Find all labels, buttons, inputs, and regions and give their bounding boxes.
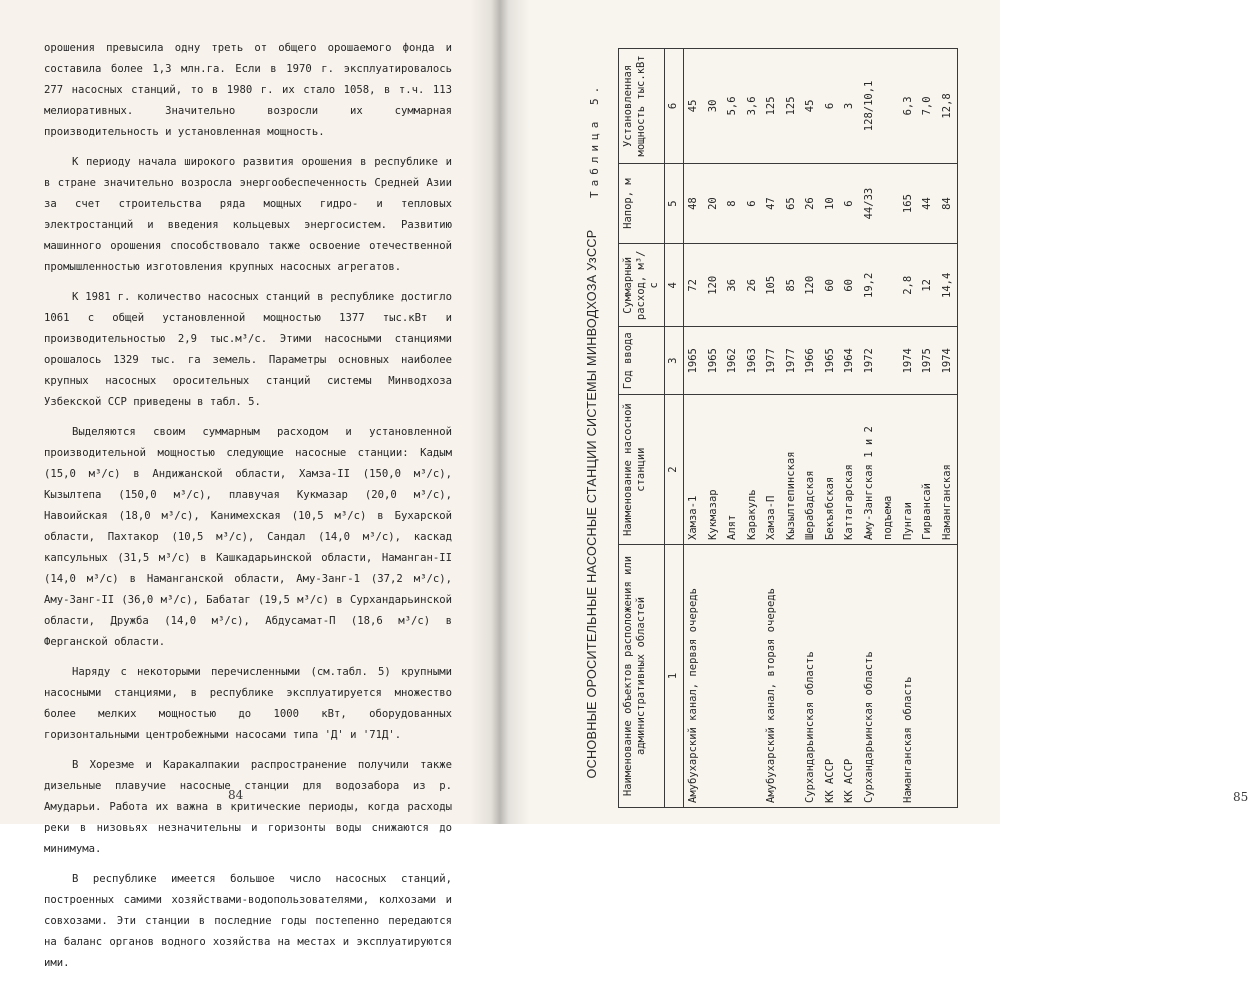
table-row — [743, 49, 763, 808]
col-number: 1 — [665, 544, 684, 807]
cell-head: 8 — [723, 163, 743, 244]
table-row — [860, 49, 899, 808]
cell-station: Наманганская — [938, 395, 958, 545]
paragraph-2: К периоду начала широкого развития орошения в республике и в стране значительно возросла энергообеспеченность Средней Азии за счет строительства ряда мощных гидро- и тепловых электростанций и введения кольцевых энергосистем. Развитию машинного орошения способствовало также освоение отечественной промышленностью изготовления крупных насосных агрегатов. — [44, 156, 452, 273]
table-row — [704, 49, 724, 808]
cell-power: 125 — [762, 49, 782, 164]
rotated-table-block — [586, 28, 986, 808]
cell-power: 5,6 — [723, 49, 743, 164]
col-number: 5 — [665, 163, 684, 244]
cell-object: КК АССР — [840, 544, 860, 807]
cell-flow: 14,4 — [938, 244, 958, 327]
col-number: 6 — [665, 49, 684, 164]
cell-station: Пунгаи — [899, 395, 919, 545]
cell-flow: 85 — [782, 244, 802, 327]
cell-flow: 120 — [704, 244, 724, 327]
col-header-head: Напор, м — [619, 163, 665, 244]
cell-head: 6 — [743, 163, 763, 244]
cell-year: 1977 — [762, 327, 782, 395]
cell-power: 45 — [684, 49, 704, 164]
cell-station: Кызылтепинская — [782, 395, 802, 545]
cell-station: Бекъябская — [821, 395, 841, 545]
table-title: ОСНОВНЫЕ ОРОСИТЕЛЬНЫЕ НАСОСНЫЕ СТАНЦИИ СИСТЕМЫ МИНВОДХОЗА УзССР — [585, 229, 599, 779]
cell-head: 6 — [840, 163, 860, 244]
col-number: 3 — [665, 327, 684, 395]
cell-year: 1962 — [723, 327, 743, 395]
cell-year: 1974 — [938, 327, 958, 395]
cell-station: Аму-Зангская 1 и 2 подъема — [860, 395, 899, 545]
cell-power: 6 — [821, 49, 841, 164]
cell-station: Хамза-1 — [684, 395, 704, 545]
cell-object: Сурхандарьинская область — [860, 544, 899, 807]
cell-object — [723, 544, 743, 807]
cell-year: 1963 — [743, 327, 763, 395]
paragraph-6: В Хорезме и Каракалпакии распространение получили также дизельные плавучие насосные станции для водозабора из р. Амударьи. Работа их важна в критические периоды, когда расходы реки в низовьях незначительны и горизонты воды снижаются до минимума. — [44, 759, 452, 855]
cell-flow: 120 — [801, 244, 821, 327]
cell-flow: 60 — [840, 244, 860, 327]
cell-object — [782, 544, 802, 807]
paragraph-3: К 1981 г. количество насосных станций в республике достигло 1061 с общей установленной мощностью 1377 тыс.кВт и производительностью 2,9 тыс.м³/с. Этими насосными станциями орошалось 1329 тыс. га земель. Параметры основных наиболее крупных насосных оросительных станций системы Минводхоза Узбекской ССР приведены в табл. 5. — [44, 291, 452, 408]
cell-year: 1974 — [899, 327, 919, 395]
col-header-object: Наименование объектов расположения или административных областей — [619, 544, 665, 807]
cell-power: 30 — [704, 49, 724, 164]
cell-power: 6,3 — [899, 49, 919, 164]
col-header-station: Наименование насосной станции — [619, 395, 665, 545]
paragraph-7: В республике имеется большое число насосных станций, построенных самими хозяйствами-водопользователями, колхозами и совхозами. Эти станции в последние годы постепенно передаются на баланс органов водного хозяйства на местах и эксплуатируются ими. — [44, 873, 452, 969]
table-row — [762, 49, 782, 808]
cell-head: 26 — [801, 163, 821, 244]
col-header-power: Установленная мощность тыс.кВт — [619, 49, 665, 164]
col-number: 2 — [665, 395, 684, 545]
cell-object: КК АССР — [821, 544, 841, 807]
cell-head: 20 — [704, 163, 724, 244]
cell-station: Кукмазар — [704, 395, 724, 545]
cell-flow: 36 — [723, 244, 743, 327]
left-page — [0, 0, 500, 969]
cell-station: Алят — [723, 395, 743, 545]
cell-flow: 12 — [918, 244, 938, 327]
cell-station: Шерабадская — [801, 395, 821, 545]
cell-head: 47 — [762, 163, 782, 244]
cell-year: 1965 — [684, 327, 704, 395]
paragraph-4: Выделяются своим суммарным расходом и установленной производительной мощностью следующие насосные станции: Кадым (15,0 м³/с) в Андижанской области, Хамза-II (150,0 м³/с), Кызылтепа (150,0 м³/с), плавучая Кукмазар (20,0 м³/с), Навоийская (18,0 м³/с), Канимехская (10,5 м³/с) в Бухарской области, Пахтакор (10,5 м³/с), Сандал (14,0 м³/с), каскад капсульных (31,5 м³/с) в Кашкадарьинской области, Наманган-II (14,0 м³/с) в Наманганской области, Аму-Занг-1 (37,2 м³/с), Аму-Занг-II (36,0 м³/с), Бабатаг (19,5 м³/с) в Сурхандарьинской области, Дружба (14,0 м³/с), Абдусамат-П (18,6 м³/с) в Ферганской области. — [44, 426, 452, 648]
table-label: Таблица 5. — [588, 81, 601, 198]
cell-object — [918, 544, 938, 807]
table-row — [840, 49, 860, 808]
cell-power: 3,6 — [743, 49, 763, 164]
cell-object: Наманганская область — [899, 544, 919, 807]
page-number-left: 84 — [228, 788, 244, 802]
cell-head: 65 — [782, 163, 802, 244]
cell-object — [743, 544, 763, 807]
cell-power: 3 — [840, 49, 860, 164]
cell-power: 7,0 — [918, 49, 938, 164]
cell-head: 44 — [918, 163, 938, 244]
cell-head: 44/33 — [860, 163, 899, 244]
cell-station: Гирвансай — [918, 395, 938, 545]
cell-object: Амубухарский канал, первая очередь — [684, 544, 704, 807]
table-row — [723, 49, 743, 808]
cell-power: 125 — [782, 49, 802, 164]
cell-flow: 26 — [743, 244, 763, 327]
cell-year: 1975 — [918, 327, 938, 395]
col-number: 4 — [665, 244, 684, 327]
cell-year: 1972 — [860, 327, 899, 395]
table-row — [899, 49, 919, 808]
page-number-right: 85 — [1233, 790, 1248, 804]
cell-power: 45 — [801, 49, 821, 164]
cell-year: 1965 — [704, 327, 724, 395]
cell-flow: 2,8 — [899, 244, 919, 327]
cell-power: 12,8 — [938, 49, 958, 164]
paragraph-1: орошения превысила одну треть от общего орошаемого фонда и составила более 1,3 млн.га. Если в 1970 г. эксплуатировалось 277 насосных станций, то в 1980 г. их стало 1058, в т.ч. 113 мелиоративных. Значительно возросли их суммарная производительность и установленная мощность. — [44, 42, 452, 138]
cell-head: 84 — [938, 163, 958, 244]
cell-flow: 19,2 — [860, 244, 899, 327]
col-header-flow: Суммарный расход, м³/с — [619, 244, 665, 327]
cell-year: 1966 — [801, 327, 821, 395]
cell-year: 1964 — [840, 327, 860, 395]
cell-head: 10 — [821, 163, 841, 244]
table-row — [684, 49, 704, 808]
cell-flow: 72 — [684, 244, 704, 327]
book-gutter — [470, 0, 530, 824]
cell-year: 1965 — [821, 327, 841, 395]
cell-object: Сурхандарьинская область — [801, 544, 821, 807]
paragraph-5: Наряду с некоторыми перечисленными (см.табл. 5) крупными насосными станциями, в республике эксплуатируется множество более мелких мощностью до 1000 кВт, оборудованных горизонтальными центробежными насосами типа 'Д' и '71Д'. — [44, 666, 452, 741]
cell-flow: 60 — [821, 244, 841, 327]
column-number-row — [665, 49, 684, 808]
cell-power: 128/10,1 — [860, 49, 899, 164]
cell-head: 48 — [684, 163, 704, 244]
left-page-text — [44, 38, 452, 983]
cell-object — [938, 544, 958, 807]
table-row — [801, 49, 821, 808]
table-row — [938, 49, 958, 808]
cell-object — [704, 544, 724, 807]
col-header-year: Год ввода — [619, 327, 665, 395]
table-header-row — [619, 49, 665, 808]
pump-stations-table — [618, 48, 958, 808]
cell-flow: 105 — [762, 244, 782, 327]
cell-station: Каттагарская — [840, 395, 860, 545]
cell-station: Каракуль — [743, 395, 763, 545]
table-row — [821, 49, 841, 808]
cell-object: Амубухарский канал, вторая очередь — [762, 544, 782, 807]
cell-year: 1977 — [782, 327, 802, 395]
cell-station: Хамза-П — [762, 395, 782, 545]
cell-head: 165 — [899, 163, 919, 244]
table-row — [782, 49, 802, 808]
table-row — [918, 49, 938, 808]
